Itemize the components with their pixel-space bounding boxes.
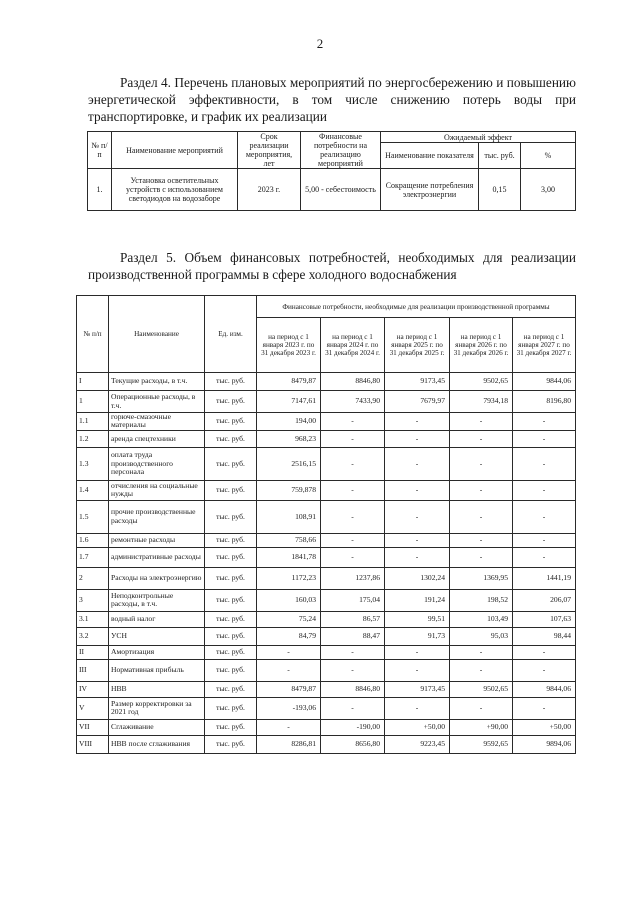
cell-value: - <box>450 447 513 480</box>
cell-value: 98,44 <box>513 627 576 645</box>
cell-num: V <box>77 697 109 719</box>
table-row <box>77 681 576 697</box>
cell-num: 2 <box>77 567 109 589</box>
cell-value: - <box>385 480 450 500</box>
cell-value: 9223,45 <box>385 735 450 753</box>
header-finance: Финансовые потребности на реализацию мероприятий <box>301 132 381 169</box>
cell-value: 7679,97 <box>385 391 450 413</box>
cell-value: - <box>385 500 450 533</box>
header-num: № п/п <box>88 132 112 169</box>
cell-unit: тыс. руб. <box>205 533 257 547</box>
cell-name: Операционные расходы, в т.ч. <box>109 391 205 413</box>
cell-value: 9502,65 <box>450 681 513 697</box>
cell-value: 84,79 <box>257 627 321 645</box>
cell-value: 9844,06 <box>513 681 576 697</box>
cell-value: 968,23 <box>257 430 321 447</box>
table-header-row <box>88 132 576 143</box>
table-row <box>77 567 576 589</box>
cell-value: - <box>321 659 385 681</box>
cell-num: 1 <box>77 391 109 413</box>
cell-name: административные расходы <box>109 547 205 567</box>
cell-name: УСН <box>109 627 205 645</box>
header-unit: Ед. изм. <box>205 296 257 373</box>
cell-value: - <box>321 533 385 547</box>
cell-value: - <box>385 547 450 567</box>
cell-value: 8286,81 <box>257 735 321 753</box>
cell-value: 2516,15 <box>257 447 321 480</box>
table-row <box>77 627 576 645</box>
cell-name: Размер корректировки за 2021 год <box>109 697 205 719</box>
cell-value: 1841,78 <box>257 547 321 567</box>
table-row <box>77 611 576 627</box>
section4-table <box>87 131 576 211</box>
cell-name: отчисления на социальные нужды <box>109 480 205 500</box>
cell-num: III <box>77 659 109 681</box>
cell-value: - <box>321 697 385 719</box>
cell-value: -193,06 <box>257 697 321 719</box>
cell-unit: тыс. руб. <box>205 373 257 391</box>
cell-value: - <box>513 480 576 500</box>
table-row <box>77 719 576 735</box>
cell-value: - <box>513 413 576 431</box>
cell-value: 759,878 <box>257 480 321 500</box>
cell-unit: тыс. руб. <box>205 500 257 533</box>
cell-term: 2023 г. <box>238 169 301 211</box>
cell-value: 9592,65 <box>450 735 513 753</box>
cell-value: 1441,19 <box>513 567 576 589</box>
cell-unit: тыс. руб. <box>205 645 257 659</box>
cell-name: НВВ <box>109 681 205 697</box>
cell-unit: тыс. руб. <box>205 681 257 697</box>
table-row <box>77 391 576 413</box>
cell-value: 8479,87 <box>257 373 321 391</box>
header-period: на период с 1 января 2026 г. по 31 декабря 2026 г. <box>450 318 513 373</box>
cell-num: 1.1 <box>77 413 109 431</box>
cell-num: 3 <box>77 589 109 611</box>
cell-value: - <box>450 500 513 533</box>
cell-value: 108,91 <box>257 500 321 533</box>
cell-num: VII <box>77 719 109 735</box>
cell-value: 9844,06 <box>513 373 576 391</box>
cell-value: - <box>321 645 385 659</box>
header-indicator: Наименование показателя <box>381 143 479 169</box>
cell-value: 103,49 <box>450 611 513 627</box>
cell-value: 206,07 <box>513 589 576 611</box>
cell-value: - <box>385 659 450 681</box>
cell-name: прочие производственные расходы <box>109 500 205 533</box>
table-row <box>77 735 576 753</box>
cell-value: 7433,90 <box>321 391 385 413</box>
cell-name: Нормативная прибыль <box>109 659 205 681</box>
header-num: № п/п <box>77 296 109 373</box>
cell-value: - <box>513 447 576 480</box>
cell-value: - <box>385 697 450 719</box>
cell-num: 1. <box>88 169 112 211</box>
cell-num: 1.2 <box>77 430 109 447</box>
cell-value: - <box>321 413 385 431</box>
cell-value: - <box>257 645 321 659</box>
table-row <box>77 430 576 447</box>
table-row <box>88 169 576 211</box>
cell-num: 1.4 <box>77 480 109 500</box>
header-group: Финансовые потребности, необходимые для реализации производственной программы <box>257 296 576 318</box>
cell-value: 194,00 <box>257 413 321 431</box>
cell-value: - <box>450 659 513 681</box>
cell-unit: тыс. руб. <box>205 547 257 567</box>
cell-finance: 5,00 - себестоимость <box>301 169 381 211</box>
cell-value: - <box>513 430 576 447</box>
cell-value: - <box>513 697 576 719</box>
cell-unit: тыс. руб. <box>205 567 257 589</box>
cell-unit: тыс. руб. <box>205 589 257 611</box>
cell-value: - <box>513 645 576 659</box>
header-period: на период с 1 января 2025 г. по 31 декабря 2025 г. <box>385 318 450 373</box>
cell-value: 160,03 <box>257 589 321 611</box>
cell-value: - <box>450 413 513 431</box>
cell-num: VIII <box>77 735 109 753</box>
cell-num: 3.1 <box>77 611 109 627</box>
cell-value: 9173,45 <box>385 373 450 391</box>
cell-value: - <box>321 480 385 500</box>
header-name: Наименование мероприятий <box>112 132 238 169</box>
cell-value: -190,00 <box>321 719 385 735</box>
cell-value: 107,63 <box>513 611 576 627</box>
cell-value: - <box>321 447 385 480</box>
cell-value: - <box>513 547 576 567</box>
cell-value: 175,04 <box>321 589 385 611</box>
section5-table <box>76 295 576 754</box>
cell-value: 9894,06 <box>513 735 576 753</box>
cell-value: - <box>513 500 576 533</box>
cell-value: 198,52 <box>450 589 513 611</box>
cell-name: горюче-смазочные материалы <box>109 413 205 431</box>
table-row <box>77 645 576 659</box>
cell-value: 95,03 <box>450 627 513 645</box>
cell-num: 3.2 <box>77 627 109 645</box>
cell-value: - <box>513 533 576 547</box>
cell-unit: тыс. руб. <box>205 719 257 735</box>
section5-title: Раздел 5. Объем финансовых потребностей, необходимых для реализации производственной программы в сфере холодного водоснабжения <box>88 250 576 282</box>
cell-name: аренда спецтехники <box>109 430 205 447</box>
table-row <box>77 589 576 611</box>
cell-unit: тыс. руб. <box>205 627 257 645</box>
cell-name: НВВ после сглаживания <box>109 735 205 753</box>
cell-value: 7147,61 <box>257 391 321 413</box>
cell-value: - <box>450 645 513 659</box>
cell-value: 8846,80 <box>321 681 385 697</box>
table-header-row <box>77 296 576 318</box>
cell-thousand: 0,15 <box>479 169 521 211</box>
cell-unit: тыс. руб. <box>205 480 257 500</box>
cell-value: - <box>321 430 385 447</box>
cell-percent: 3,00 <box>521 169 576 211</box>
cell-value: 1172,23 <box>257 567 321 589</box>
cell-unit: тыс. руб. <box>205 611 257 627</box>
cell-value: 8479,87 <box>257 681 321 697</box>
cell-value: - <box>450 480 513 500</box>
header-thousand: тыс. руб. <box>479 143 521 169</box>
cell-value: 8846,80 <box>321 373 385 391</box>
cell-value: 1237,86 <box>321 567 385 589</box>
cell-value: - <box>321 547 385 567</box>
cell-value: 1302,24 <box>385 567 450 589</box>
cell-value: 75,24 <box>257 611 321 627</box>
cell-num: 1.6 <box>77 533 109 547</box>
cell-value: 8196,80 <box>513 391 576 413</box>
table-row <box>77 500 576 533</box>
table-row <box>77 697 576 719</box>
header-period: на период с 1 января 2024 г. по 31 декабря 2024 г. <box>321 318 385 373</box>
table-row <box>77 547 576 567</box>
header-term: Срок реализации мероприятия, лет <box>238 132 301 169</box>
cell-num: 1.3 <box>77 447 109 480</box>
cell-value: - <box>385 533 450 547</box>
cell-unit: тыс. руб. <box>205 735 257 753</box>
cell-value: - <box>257 659 321 681</box>
cell-value: - <box>385 413 450 431</box>
cell-num: IV <box>77 681 109 697</box>
header-percent: % <box>521 143 576 169</box>
cell-value: - <box>450 547 513 567</box>
cell-name: Сглаживание <box>109 719 205 735</box>
cell-value: 1369,95 <box>450 567 513 589</box>
cell-value: - <box>385 430 450 447</box>
cell-value: 88,47 <box>321 627 385 645</box>
cell-name: Текущие расходы, в т.ч. <box>109 373 205 391</box>
cell-value: +90,00 <box>450 719 513 735</box>
cell-name: Неподконтрольные расходы, в т.ч. <box>109 589 205 611</box>
cell-value: 8656,80 <box>321 735 385 753</box>
cell-name: Амортизация <box>109 645 205 659</box>
cell-name: Установка осветительных устройств с использованием светодиодов на водозаборе <box>112 169 238 211</box>
cell-unit: тыс. руб. <box>205 391 257 413</box>
cell-num: II <box>77 645 109 659</box>
cell-value: +50,00 <box>513 719 576 735</box>
cell-value: - <box>450 533 513 547</box>
cell-value: 91,73 <box>385 627 450 645</box>
cell-value: 86,57 <box>321 611 385 627</box>
cell-value: - <box>513 659 576 681</box>
cell-value: +50,00 <box>385 719 450 735</box>
cell-value: 99,51 <box>385 611 450 627</box>
cell-value: - <box>257 719 321 735</box>
cell-value: 191,24 <box>385 589 450 611</box>
cell-unit: тыс. руб. <box>205 659 257 681</box>
cell-num: 1.5 <box>77 500 109 533</box>
cell-unit: тыс. руб. <box>205 413 257 431</box>
table-row <box>77 533 576 547</box>
cell-value: - <box>385 645 450 659</box>
cell-value: - <box>450 697 513 719</box>
table-row <box>77 447 576 480</box>
header-period: на период с 1 января 2023 г. по 31 декабря 2023 г. <box>257 318 321 373</box>
cell-value: - <box>450 430 513 447</box>
cell-name: ремонтные расходы <box>109 533 205 547</box>
table-row <box>77 659 576 681</box>
cell-value: 758,66 <box>257 533 321 547</box>
page-number: 2 <box>316 36 324 51</box>
header-effect: Ожидаемый эффект <box>381 132 576 143</box>
cell-value: - <box>321 500 385 533</box>
cell-name: водный налог <box>109 611 205 627</box>
cell-unit: тыс. руб. <box>205 697 257 719</box>
cell-num: 1.7 <box>77 547 109 567</box>
header-name: Наименование <box>109 296 205 373</box>
table-row <box>77 480 576 500</box>
cell-name: оплата труда производственного персонала <box>109 447 205 480</box>
table-row <box>77 413 576 431</box>
section4-title: Раздел 4. Перечень плановых мероприятий по энергосбережению и повышению энергетической эффективности, в том числе снижению потерь воды при транспортировке, и график их реализации <box>88 75 576 124</box>
header-period: на период с 1 января 2027 г. по 31 декабря 2027 г. <box>513 318 576 373</box>
cell-value: 7934,18 <box>450 391 513 413</box>
cell-unit: тыс. руб. <box>205 430 257 447</box>
cell-num: I <box>77 373 109 391</box>
cell-value: 9502,65 <box>450 373 513 391</box>
cell-value: 9173,45 <box>385 681 450 697</box>
table-row <box>77 373 576 391</box>
cell-value: - <box>385 447 450 480</box>
cell-name: Расходы на электроэнергию <box>109 567 205 589</box>
cell-unit: тыс. руб. <box>205 447 257 480</box>
cell-indicator: Сокращение потребления электроэнергии <box>381 169 479 211</box>
